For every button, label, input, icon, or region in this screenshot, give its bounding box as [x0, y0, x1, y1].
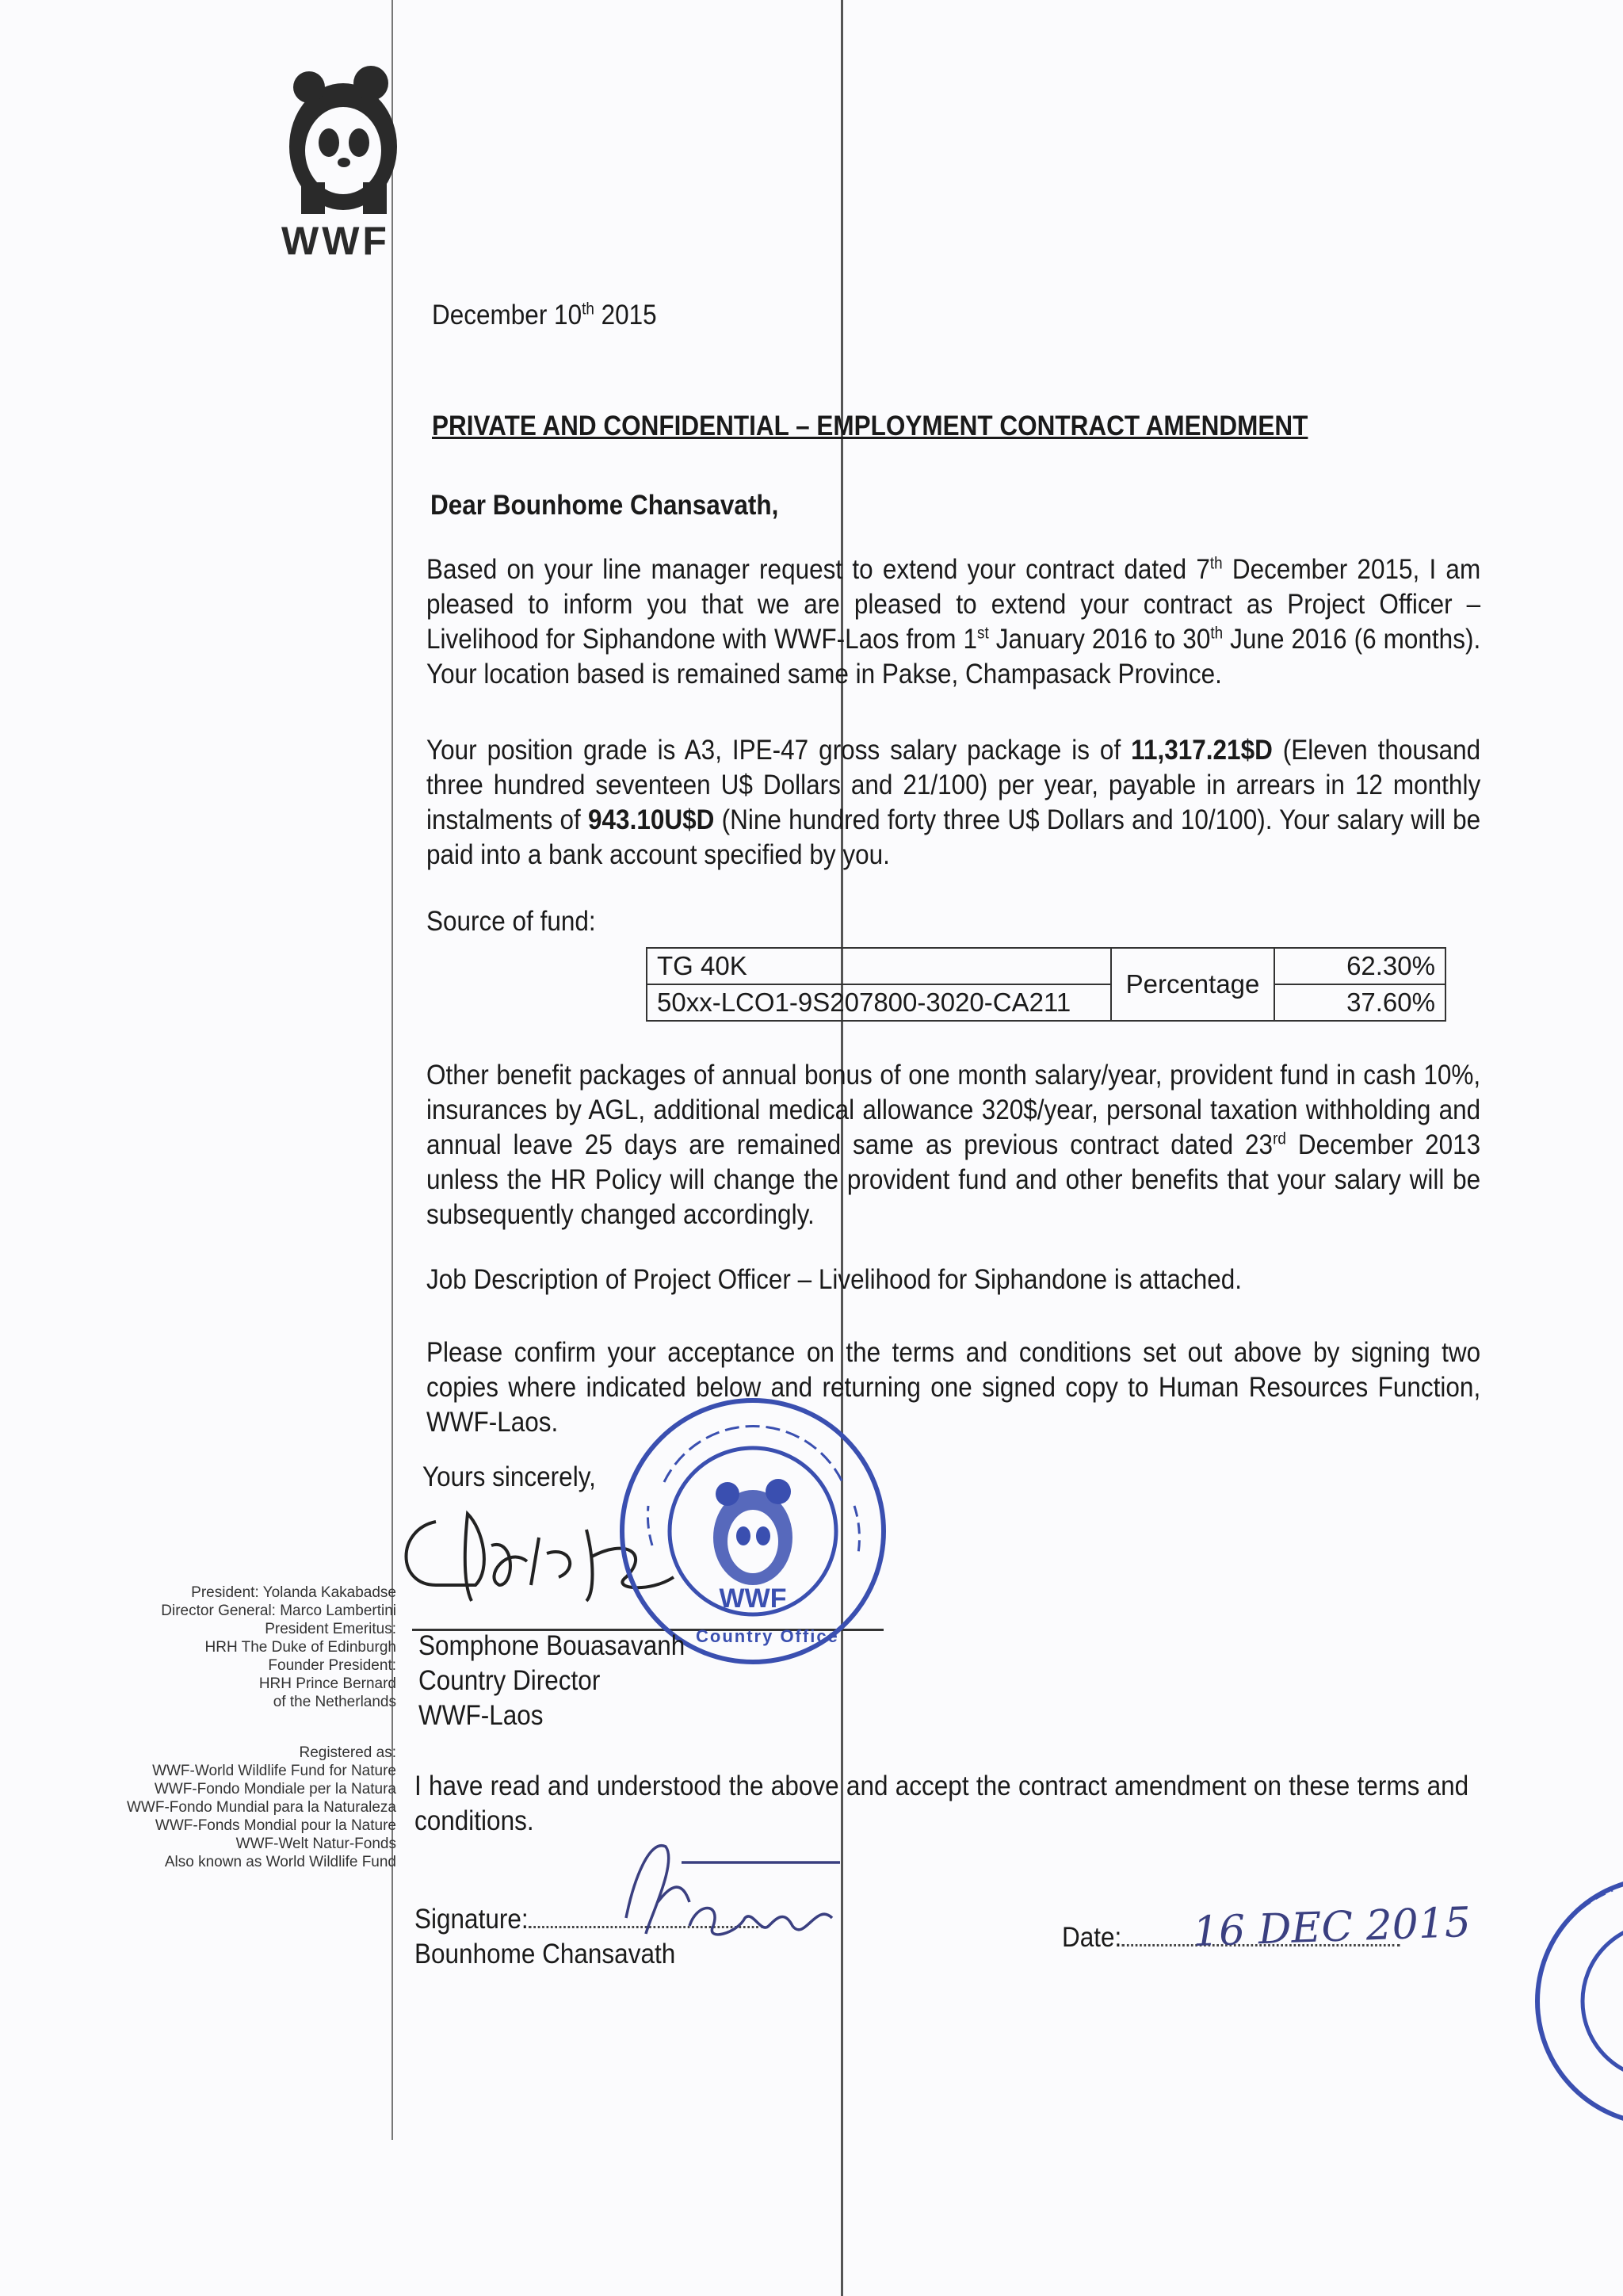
employee-signature [602, 1831, 872, 1966]
closing: Yours sincerely, [422, 1461, 596, 1492]
signer-block [418, 1629, 685, 1733]
sidebar-line: President: Yolanda Kakabadse [191, 1584, 396, 1601]
source-of-fund-label: Source of fund: [426, 906, 596, 937]
partial-stamp-right [1526, 1870, 1623, 2132]
sidebar-line: HRH The Duke of Edinburgh [204, 1639, 396, 1656]
wwf-laos-stamp [617, 1395, 890, 1668]
sidebar-line: of the Netherlands [273, 1694, 396, 1710]
fund-code-2: 50xx-LCO1-9S207800-3020-CA211 [647, 984, 1111, 1021]
signer-title: Country Director [418, 1665, 601, 1696]
sidebar-line: WWF-Fondo Mondiale per la Natura [154, 1781, 396, 1797]
logo-text: WWF [281, 219, 390, 263]
sidebar-line: WWF-Fondo Mundial para la Naturaleza [126, 1799, 396, 1816]
paragraph-benefits: Other benefit packages of annual bonus of one month salary/year, provident fund in cash 10%, insurances by AGL, additional medical allowance 320$/year, personal taxation withholding and annual leave 25 days are remained same as previous contract dated 23rd December 2013 unless the HR Policy will change the provident fund and other benefits that your salary will be subsequently changed accordingly. [426, 1060, 1481, 1230]
sidebar-line: WWF-Fonds Mondial pour la Nature [155, 1817, 396, 1834]
sidebar-officers [63, 1584, 396, 1711]
subject-line: PRIVATE AND CONFIDENTIAL – EMPLOYMENT CONTRACT AMENDMENT [432, 411, 1308, 441]
sidebar-line: President Emeritus: [265, 1621, 396, 1637]
paragraph-salary: Your position grade is A3, IPE-47 gross salary package is of 11,317.21$D (Eleven thousand three hundred seventeen U$ Dollars and 21/100) per year, payable in arrears in 12 monthly instalments of 943.10U$D (Nine hundred forty three U$ Dollars and 10/100). Your salary will be paid into a bank account specified by you. [426, 735, 1481, 870]
sidebar-line: Founder President: [268, 1657, 396, 1674]
letter-date: December 10th 2015 [432, 300, 657, 330]
sidebar-line: WWF-World Wildlife Fund for Nature [152, 1763, 396, 1779]
svg-text:WWF: WWF [719, 1584, 787, 1614]
sidebar-line: WWF-Welt Natur-Fonds [235, 1836, 396, 1852]
stamp-bottom-text: Country Office [696, 1626, 839, 1646]
date-handwritten: 16 DEC 2015 [1192, 1898, 1472, 1957]
sidebar-line: Director General: Marco Lambertini [161, 1603, 396, 1619]
sidebar-line: Also known as World Wildlife Fund [164, 1854, 396, 1870]
date-label: Date: [1062, 1922, 1122, 1953]
percentage-label: Percentage [1111, 948, 1274, 1021]
fund-code-1: TG 40K [647, 948, 1111, 984]
signer-org: WWF-Laos [418, 1700, 544, 1731]
sidebar-line: Registered as: [299, 1744, 396, 1761]
fund-pct-2: 37.60% [1274, 984, 1445, 1021]
acceptance-text: I have read and understood the above and accept the contract amendment on these terms and conditions. [414, 1771, 1469, 1836]
paragraph-job-description: Job Description of Project Officer – Livelihood for Siphandone is attached. [426, 1264, 1243, 1295]
sidebar-line: HRH Prince Bernard [258, 1675, 396, 1692]
fund-table [646, 947, 1446, 1022]
sidebar-registered [63, 1744, 396, 1871]
fund-pct-1: 62.30% [1274, 948, 1445, 984]
paragraph-confirmation: Please confirm your acceptance on the terms and conditions set out above by signing two copies where indicated below and returning one signed copy to Human Resources Function, WWF-Laos. [426, 1337, 1481, 1438]
signature-label: Signature: [414, 1904, 529, 1935]
signer-name: Somphone Bouasavanh [418, 1630, 685, 1661]
salutation: Dear Bounhome Chansavath, [430, 490, 779, 521]
employee-name: Bounhome Chansavath [414, 1939, 676, 1969]
wwf-logo [277, 63, 412, 262]
paragraph-contract-extension: Based on your line manager request to extend your contract dated 7th December 2015, I am pleased to inform you that we are pleased to extend your contract as Project Officer – Livelihood for Siphandone with WWF-Laos from 1st January 2016 to 30th June 2016 (6 months). Your location based is remained same in Pakse, Champasack Province. [426, 554, 1481, 690]
